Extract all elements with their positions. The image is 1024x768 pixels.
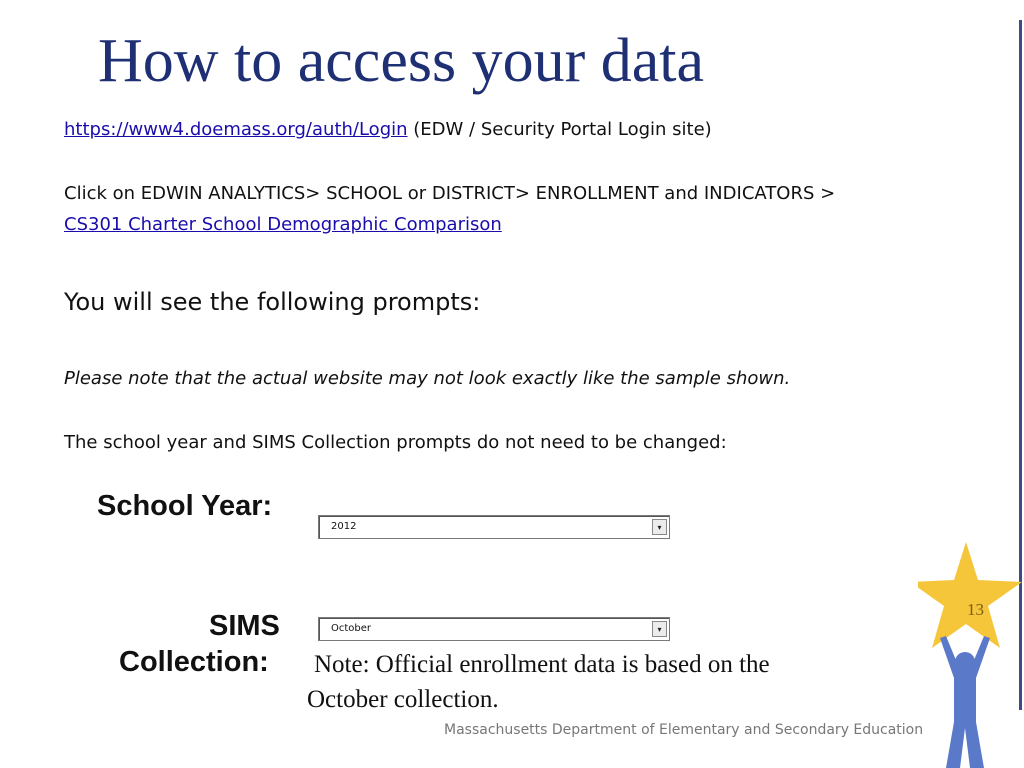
chevron-down-icon[interactable]: ▾ <box>652 519 667 535</box>
sample-note: Please note that the actual website may not look exactly like the sample shown. <box>64 368 791 389</box>
enrollment-note-line1: Note: Official enrollment data is based on the <box>314 651 770 678</box>
click-path-text: Click on EDWIN ANALYTICS> SCHOOL or DISTRICT> ENROLLMENT and INDICATORS > <box>64 183 836 204</box>
page-number: 13 <box>967 600 984 619</box>
slide-title: How to access your data <box>98 27 705 95</box>
sims-label-line1: SIMS <box>209 610 280 642</box>
report-link[interactable]: CS301 Charter School Demographic Comparison <box>64 214 502 235</box>
school-year-value: 2012 <box>331 521 357 532</box>
login-line <box>64 119 712 140</box>
sims-label-line2: Collection: <box>119 646 269 678</box>
no-change-text: The school year and SIMS Collection prompts do not need to be changed: <box>64 432 727 453</box>
login-suffix: (EDW / Security Portal Login site) <box>407 119 712 140</box>
report-line <box>64 214 502 235</box>
prompts-heading: You will see the following prompts: <box>64 288 481 316</box>
enrollment-note-line2: October collection. <box>307 686 499 713</box>
star-person-logo-icon <box>918 542 1024 768</box>
login-link[interactable]: https://www4.doemass.org/auth/Login <box>64 119 408 140</box>
school-year-select[interactable] <box>318 515 670 539</box>
footer-org: Massachusetts Department of Elementary and Secondary Education <box>444 722 924 738</box>
sims-collection-select[interactable] <box>318 617 670 641</box>
school-year-label: School Year: <box>97 490 273 522</box>
star-shape <box>918 542 1022 648</box>
chevron-down-icon[interactable]: ▾ <box>652 621 667 637</box>
sims-collection-value: October <box>331 623 372 634</box>
